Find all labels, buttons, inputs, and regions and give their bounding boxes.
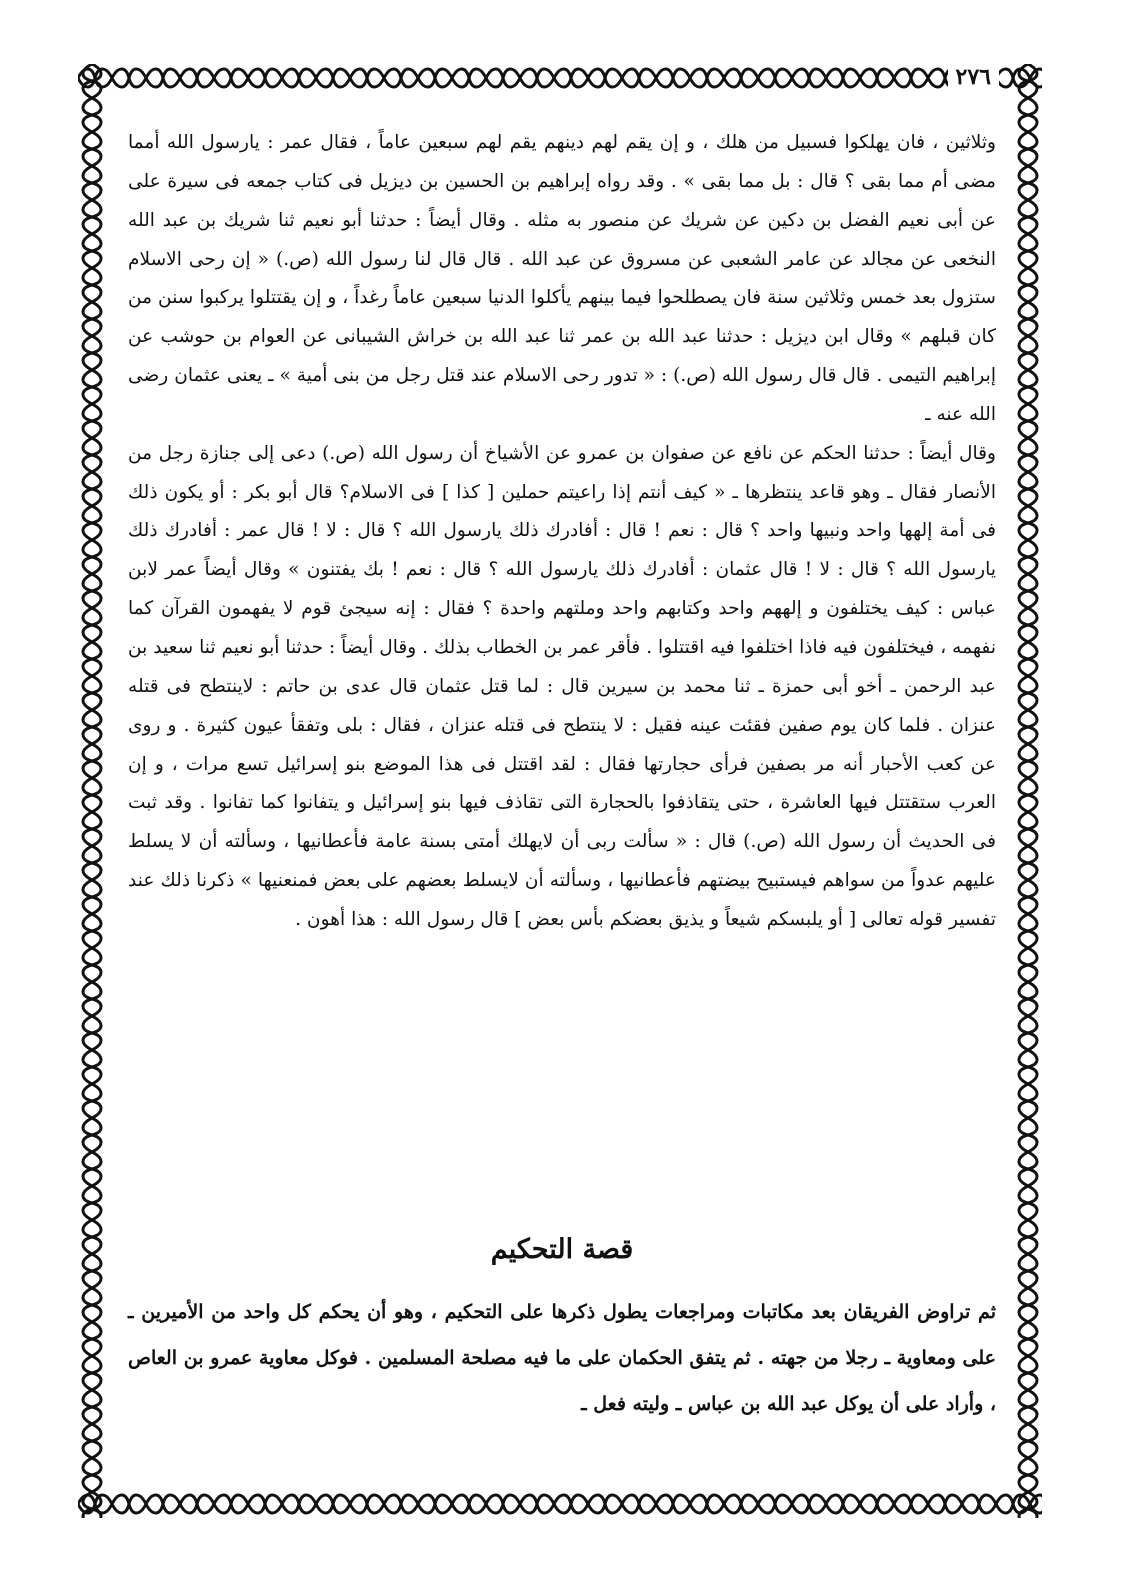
- paragraph: ثم تراوض الفريقان بعد مكاتبات ومراجعات يطول ذكرها على التحكيم ، وهو أن يحكم كل واحد من الأميرين ـ على ومعاوية ـ رجلا من جهته . ثم يتفق الحكمان على ما فيه مصلحة المسلمين . فوكل معاوية عمرو بن العاص ، وأراد على أن يوكل عبد الله بن عباس ـ وليته فعل ـ: [128, 1301, 996, 1415]
- section-heading: قصة التحكيم: [490, 1234, 634, 1265]
- body-text: [128, 124, 996, 940]
- ornamental-border-left: [78, 64, 106, 1518]
- ornamental-border-right: [1014, 64, 1042, 1518]
- section-text: [128, 1289, 996, 1427]
- page-number: ٢٧٦: [948, 62, 999, 92]
- paragraph: وقال أيضاً : حدثنا الحكم عن نافع عن صفوان بن عمرو عن الأشياخ أن رسول الله (ص.) دعى إلى جنازة رجل من الأنصار فقال ـ وهو قاعد ينتظرها ـ « كيف أنتم إذا راعيتم حملين [ كذا ] فى الاسلام؟ قال أبو بكر : أو يكون ذلك فى أمة إلهها واحد ونبيها واحد ؟ قال : نعم ! قال : أفادرك ذلك يارسول الله ؟ قال : لا ! قال عمر : أفادرك ذلك يارسول الله ؟ قال : لا ! قال عثمان : أفادرك ذلك يارسول الله ؟ قال : نعم ! بك يفتنون » وقال أيضاً عمر لابن عباس : كيف يختلفون و إلههم واحد وكتابهم واحد وملتهم واحدة ؟ فقال : إنه سيجئ قوم لا يفهمون القرآن كما نفهمه ، فيختلفون فيه فاذا اختلفوا فيه اقتتلوا . فأقر عمر بن الخطاب بذلك . وقال أيضاً : حدثنا أبو نعيم ثنا سعيد بن عبد الرحمن ـ أخو أبى حمزة ـ ثنا محمد بن سيرين قال : لما قتل عثمان قال عدى بن حاتم : لاينتطح فى قتله عنزان . فلما كان يوم صفين فقئت عينه فقيل : لا ينتطح فى قتله عنزان ، فقال : بلى وتفقأ عيون كثيرة . و روى عن كعب الأحبار أنه مر بصفين فرأى حجارتها فقال : لقد اقتتل فى هذا الموضع بنو إسرائيل تسع مرات ، و إن العرب ستقتتل فيها العاشرة ، حتى يتقاذفوا بالحجارة التى تقاذف فيها بنو إسرائيل و يتفانوا كما تفانوا . وقد ثبت فى الحديث أن رسول الله (ص.) قال : « سألت ربى أن لايهلك أمتى بسنة عامة فأعطانيها ، وسألته أن لا يسلط عليهم عدواً من سواهم فيستبيح بيضتهم فأعطانيها ، وسألته أن لايسلط بعضهم على بعض فمنعنيها » ذكرنا ذلك عند تفسير قوله تعالى [ أو يلبسكم شيعاً و يذيق بعضكم بأس بعض ] قال رسول الله : هذا أهون .: [128, 442, 996, 930]
- ornamental-border-bottom: [78, 1490, 1042, 1518]
- ornamental-border-top: [78, 64, 1042, 92]
- paragraph: وثلاثين ، فان يهلكوا فسبيل من هلك ، و إن يقم لهم دينهم يقم لهم سبعين عاماً ، فقال عمر : يارسول الله أمما مضى أم مما بقى ؟ قال : بل مما بقى » . وقد رواه إبراهيم بن الحسين بن ديزيل فى كتاب جمعه فى سيرة على عن أبى نعيم الفضل بن دكين عن شريك عن منصور به مثله . وقال أيضاً : حدثنا أبو نعيم ثنا شريك بن عبد الله النخعى عن مجالد عن عامر الشعبى عن مسروق عن عبد الله . قال قال لنا رسول الله (ص.) « إن رحى الاسلام ستزول بعد خمس وثلاثين سنة فان يصطلحوا فيما بينهم يأكلوا الدنيا سبعين عاماً رغداً ، و إن يقتتلوا يركبوا سنن من كان قبلهم » وقال ابن ديزيل : حدثنا عبد الله بن عمر ثنا عبد الله بن خراش الشيبانى عن العوام بن حوشب عن إبراهيم التيمى . قال قال رسول الله (ص.) : « تدور رحى الاسلام عند قتل رجل من بنى أمية » ـ يعنى عثمان رضى الله عنه ـ: [128, 132, 996, 425]
